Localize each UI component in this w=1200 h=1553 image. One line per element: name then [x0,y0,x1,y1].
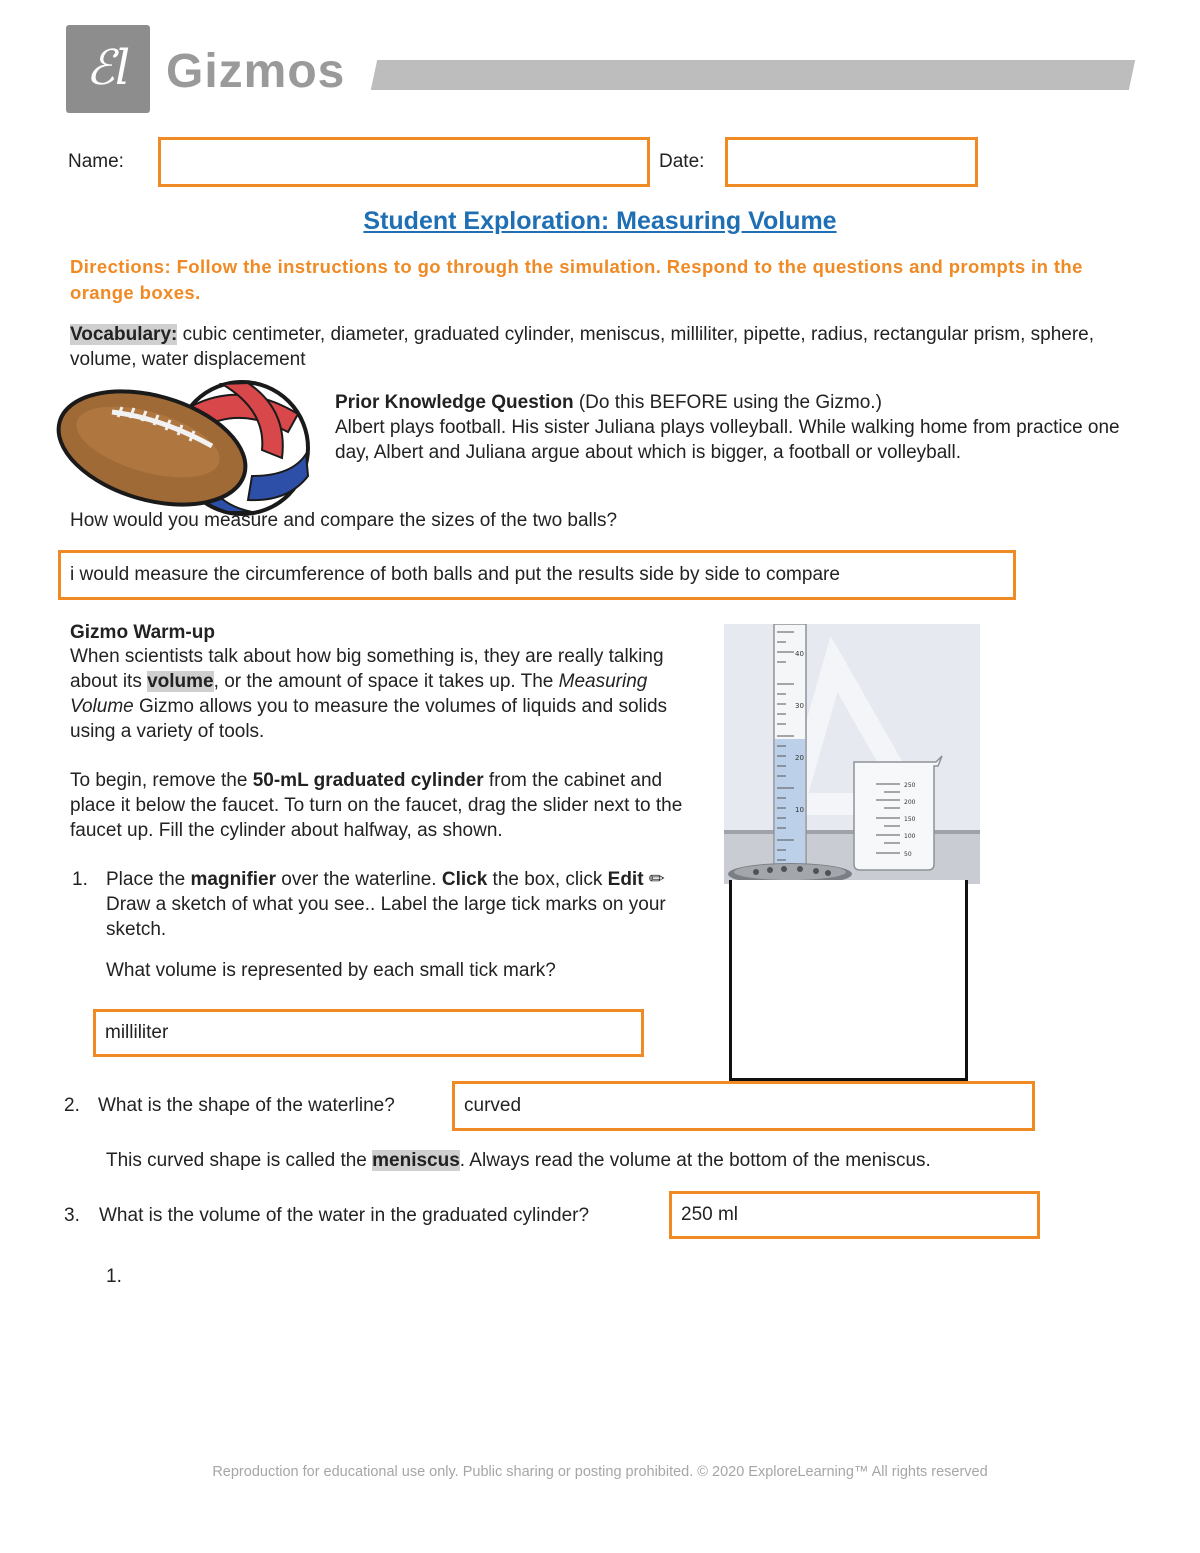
header-bar [371,60,1135,90]
q1-text [106,867,706,942]
cylinder-tick-label: 30 [795,702,804,710]
q2-answer-box[interactable]: curved [452,1081,1035,1131]
vocabulary-paragraph [70,322,1110,372]
vocabulary-terms: cubic centimeter, diameter, graduated cylinder, meniscus, milliliter, pipette, radius, rectangular prism, sphere, volume, water displacement [70,324,1095,370]
meniscus-term: meniscus [372,1150,460,1171]
sketch-drawing-box[interactable] [729,880,968,1081]
beaker-tick-label: 150 [904,816,916,823]
name-field[interactable] [158,137,650,187]
prior-knowledge-answer-box[interactable]: i would measure the circumference of both balls and put the results side by side to compare [58,550,1016,600]
warmup-paragraph-2 [70,768,710,843]
note-text: . Always read the volume at the bottom of the meniscus. [459,1150,931,1171]
edit-term: Edit [607,869,644,890]
q3-answer-box[interactable]: 250 ml [669,1191,1040,1239]
volume-term: volume [147,671,214,692]
q2-text: What is the shape of the waterline? [98,1095,395,1116]
meniscus-note [106,1148,1106,1173]
q1-text-part: Draw a sketch of what you see.. Label the large tick marks on your sketch. [106,894,666,940]
name-label: Name: [68,151,124,172]
vocabulary-label: Vocabulary: [70,324,178,345]
footer-copyright: Reproduction for educational use only. Public sharing or posting prohibited. © 2020 ExploreLearning™ All rights reserved [212,1464,988,1480]
q1-answer-box[interactable]: milliliter [93,1009,644,1057]
warmup-text: When scientists talk about how big something is, they are really talking about its [70,646,664,692]
beaker-icon [854,756,942,870]
prior-knowledge-heading-line [335,390,1125,415]
q1-sub-question: What volume is represented by each small tick mark? [106,960,556,981]
prior-knowledge-note: (Do this BEFORE using the Gizmo.) [573,392,882,413]
click-term: Click [441,869,488,890]
cylinder-tick-label: 20 [795,754,804,762]
date-field[interactable] [725,137,978,187]
q1-text-part: Place the [106,869,191,890]
beaker-tick-label: 50 [904,851,912,858]
warmup-heading: Gizmo Warm-up [70,622,215,643]
cylinder-tick-label: 40 [795,650,804,658]
beaker-tick-label: 100 [904,833,916,840]
q1-text-part: the box, click [487,869,608,890]
date-label: Date: [659,151,705,172]
note-text: This curved shape is called the [106,1150,373,1171]
warmup-text: To begin, remove the [70,770,253,791]
beaker-tick-label: 250 [904,782,916,789]
gizmo-name: Measuring Volume [70,671,648,717]
warmup-text: from the cabinet and place it below the faucet. To turn on the faucet, drag the slider next to the faucet up. Fill the cylinder about halfway, as shown. [70,770,683,841]
prior-knowledge-heading: Prior Knowledge Question [335,392,574,413]
football-volleyball-illustration [52,380,322,516]
q3-text: What is the volume of the water in the graduated cylinder? [99,1205,590,1226]
pencil-icon: ✏ [648,869,665,890]
cylinder-term: 50-mL graduated cylinder [252,770,484,791]
warmup-paragraph-1 [70,644,710,744]
q1-number: 1. [72,869,88,890]
beaker-tick-label: 200 [904,799,916,806]
warmup-text: Gizmo allows you to measure the volumes of liquids and solids using a variety of tools. [70,696,668,742]
simulation-screenshot [724,624,980,884]
q3-number: 3. [64,1205,80,1226]
warmup-text: , or the amount of space it takes up. The [213,671,559,692]
list-item-number: 1. [106,1266,122,1287]
brand-name: Gizmos [166,45,346,98]
cylinder-tick-label: 10 [795,806,804,814]
directions-text: Directions: Follow the instructions to go through the simulation. Respond to the questions and prompts in the orange boxes. [70,256,1083,303]
prior-knowledge-question: How would you measure and compare the sizes of the two balls? [70,510,618,531]
logo-glyph: ℰl [85,40,131,96]
page-title: Student Exploration: Measuring Volume [363,207,837,235]
prior-knowledge-body: Albert plays football. His sister Juliana plays volleyball. While walking home from practice one day, Albert and Juliana argue about which is bigger, a football or volleyball. [335,417,1120,463]
q2-number: 2. [64,1095,80,1116]
magnifier-term: magnifier [190,869,277,890]
q1-text-part: over the waterline. [276,869,442,890]
